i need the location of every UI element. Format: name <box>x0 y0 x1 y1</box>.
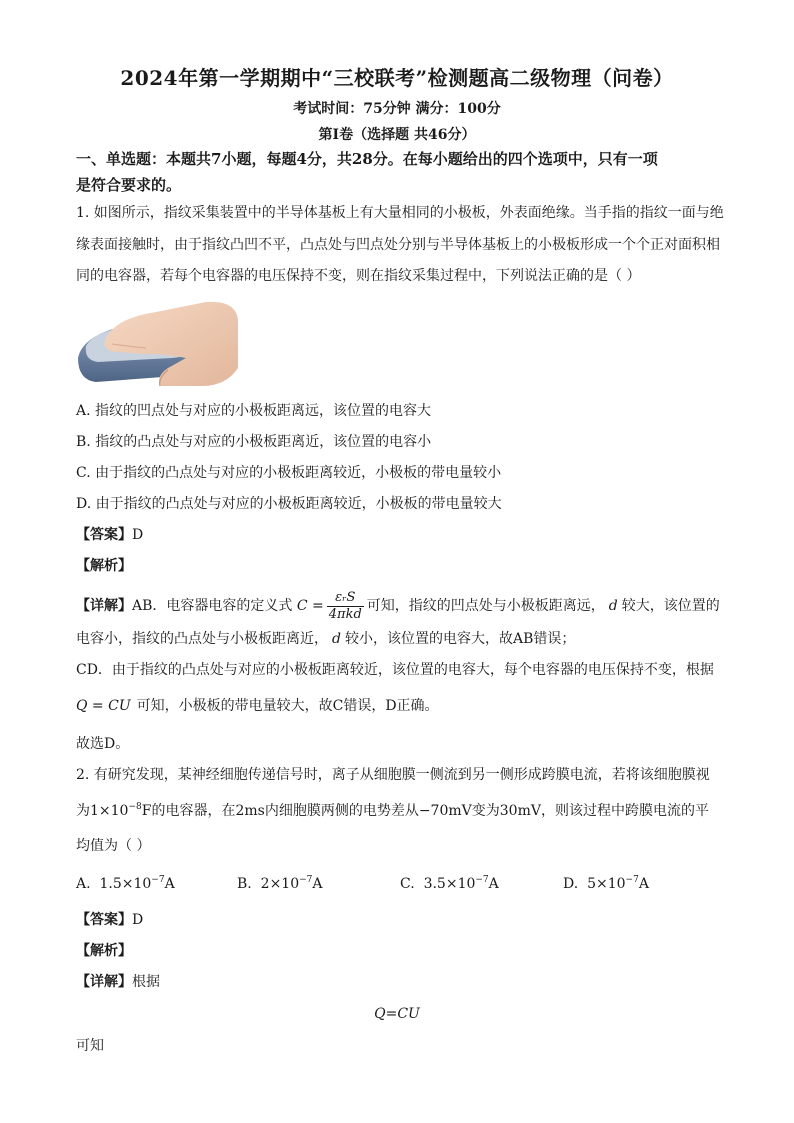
q1-analysis-tag: 【解析】 <box>76 558 132 574</box>
q1-stem-line2: 缘表面接触时，由于指纹凸凹不平，凸点处与凹点处分别与半导体基板上的小极板形成一个个正对面积相 <box>76 237 720 253</box>
section-heading-line1: 一、单选题：本题共7小题，每题4分，共28分。在每小题给出的四个选项中，只有一项 <box>76 150 658 168</box>
q2-capacitance-base: 1×10 <box>90 803 129 819</box>
q2-answer-value: D <box>132 912 144 928</box>
q2-option-a-letter: A. <box>76 876 91 892</box>
q2-detail-line <box>76 974 160 991</box>
q2-voltage-start: −70mV <box>418 803 472 819</box>
q1-answer <box>76 527 143 544</box>
q1-detail-line1 <box>76 588 720 624</box>
q2-answer-tag: 【答案】 <box>76 912 132 928</box>
q2-option-d-exp: −7 <box>625 875 639 885</box>
q1-option-d: D. 由于指纹的凸点处与对应的小极板距离较近，小极板的带电量较大 <box>76 496 502 512</box>
q1-detail2-a: 电容小，指纹的凸点处与小极板距离近， <box>76 631 328 647</box>
q2-option-a <box>76 876 175 892</box>
q2-time: 2ms <box>235 803 265 819</box>
q2-stem-line2 <box>76 803 709 820</box>
q2-option-b <box>237 876 323 892</box>
q1-answer-tag: 【答案】 <box>76 527 132 543</box>
q2-option-b-letter: B. <box>237 876 252 892</box>
q2-capacitance-unit: F <box>141 803 152 819</box>
q1-stem-line1: 1. 如图所示，指纹采集装置中的半导体基板上有大量相同的小极板，外表面绝缘。当手指的指纹一面与绝 <box>76 205 724 221</box>
q1-detail1-b: 可知，指纹的凹点处与小极板距离远， <box>366 598 605 614</box>
q1-detail2-d-symbol: d <box>332 631 341 647</box>
q1-option-a: A. 指纹的凹点处与对应的小极板距离远，该位置的电容大 <box>76 403 432 419</box>
q2-option-d-unit: A <box>638 876 649 892</box>
section-heading-line2: 是符合要求的。 <box>76 176 182 194</box>
q1-detail-line4 <box>76 698 439 715</box>
q1-detail-line2 <box>76 631 575 648</box>
q2-option-c-exp: −7 <box>475 875 489 885</box>
capacitance-formula-lhs: C = <box>296 598 324 614</box>
q2-option-b-unit: A <box>312 876 323 892</box>
q2-stem2-d: 变为 <box>471 803 500 819</box>
q2-detail-tag: 【详解】 <box>76 974 132 990</box>
q2-after-text: 可知 <box>76 1038 104 1054</box>
q1-detail1-a: AB．电容器电容的定义式 <box>132 598 293 614</box>
q2-voltage-end: 30mV <box>499 803 541 819</box>
q1-detail1-d-symbol: d <box>608 598 618 614</box>
fingerprint-scanner-image <box>76 298 238 390</box>
q2-analysis-tag: 【解析】 <box>76 943 132 959</box>
q2-stem2-c: 内细胞膜两侧的电势差从 <box>264 803 419 819</box>
q1-detail-line3: CD．由于指纹的凸点处与对应的小极板距离较近，该位置的电容大，每个电容器的电压保持不变，根据 <box>76 662 714 678</box>
q2-option-d-letter: D. <box>563 876 579 892</box>
q2-option-c-unit: A <box>488 876 499 892</box>
q2-option-b-exp: −7 <box>299 875 313 885</box>
q-cu-formula: Q = CU <box>76 698 131 714</box>
q2-stem2-b: 的电容器，在 <box>151 803 236 819</box>
q2-option-c-letter: C. <box>400 876 415 892</box>
q1-option-b: B. 指纹的凸点处与对应的小极板距离近，该位置的电容小 <box>76 434 432 450</box>
q2-option-a-exp: −7 <box>151 875 165 885</box>
q2-stem-line1: 2. 有研究发现，某神经细胞传递信号时，离子从细胞膜一侧流到另一侧形成跨膜电流，若将该细胞膜视 <box>76 767 710 783</box>
q2-stem-line3: 均值为（ ） <box>76 838 151 854</box>
exam-time-info: 考试时间：75分钟 满分：100分 <box>293 101 501 117</box>
q2-formula: Q=CU <box>374 1006 420 1022</box>
q2-option-a-unit: A <box>164 876 175 892</box>
formula-numerator: εᵣS <box>327 590 364 607</box>
q1-conclusion: 故选D。 <box>76 736 130 752</box>
capacitance-formula-fraction <box>327 590 364 623</box>
q2-stem2-e: ，则该过程中跨膜电流的平 <box>540 803 709 819</box>
q1-detail-tag: 【详解】 <box>76 598 132 614</box>
q2-detail-text: 根据 <box>132 974 160 990</box>
q1-stem-line3: 同的电容器，若每个电容器的电压保持不变，则在指纹采集过程中，下列说法正确的是（ ） <box>76 268 641 284</box>
q1-detail2-c: 较小，该位置的电容大，故AB错误； <box>344 631 576 647</box>
q2-option-b-base: 2×10 <box>260 876 300 892</box>
q1-answer-value: D <box>132 527 144 543</box>
q2-option-c <box>400 876 499 892</box>
q2-answer <box>76 912 143 929</box>
q2-option-a-base: 1.5×10 <box>99 876 152 892</box>
q2-capacitance-exp: −8 <box>128 802 142 812</box>
q2-option-d <box>563 876 649 892</box>
q1-option-c: C. 由于指纹的凸点处与对应的小极板距离较近，小极板的带电量较小 <box>76 465 502 481</box>
q2-option-d-base: 5×10 <box>587 876 626 892</box>
exam-part-heading: 第Ⅰ卷（选择题 共46分） <box>318 127 476 143</box>
formula-denominator: 4πkd <box>328 606 362 622</box>
q1-detail1-tail: 较大，该位置的 <box>621 598 720 614</box>
exam-title: 2024年第一学期期中“三校联考”检测题高二级物理（问卷） <box>120 66 674 90</box>
q2-option-c-base: 3.5×10 <box>423 876 476 892</box>
q1-detail4-b: 可知，小极板的带电量较大，故C错误，D正确。 <box>136 698 439 714</box>
q2-stem2-a: 为 <box>76 803 90 819</box>
